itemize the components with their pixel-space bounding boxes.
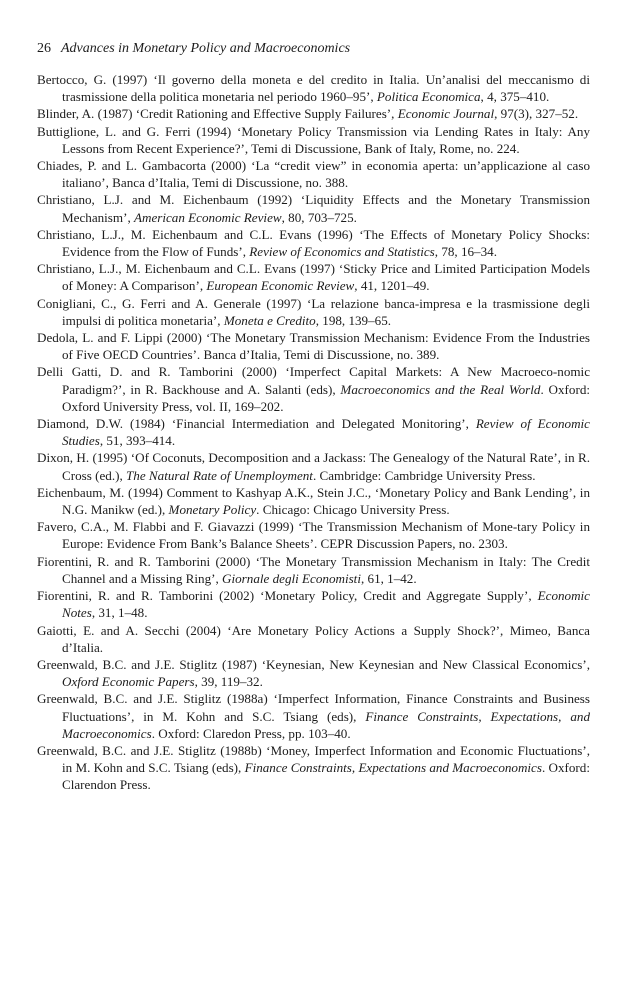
reference-entry — [37, 587, 590, 621]
reference-text: Christiano, L.J., M. Eichenbaum and C.L. Evans (1996) ‘The Effects of Monetary Policy Shocks: Evidence from the Flow of Funds’, — [37, 226, 590, 260]
reference-text: . Chicago: Chicago University Press. — [256, 502, 450, 518]
reference-text: . Oxford: Claredon Press, pp. 103–40. — [151, 725, 351, 741]
reference-text: , 51, 393–414. — [99, 433, 176, 449]
reference-text: , 4, 375–410. — [480, 89, 550, 105]
page-number: 26 — [37, 41, 51, 56]
reference-text: , 31, 1–48. — [91, 605, 148, 621]
reference-entry — [37, 226, 590, 260]
reference-text: , 80, 703–725. — [281, 209, 357, 225]
reference-text: Blinder, A. (1987) ‘Credit Rationing and Effective Supply Failures’, — [37, 106, 398, 122]
running-title: Advances in Monetary Policy and Macroeconomics — [61, 41, 351, 56]
reference-source-title: European Economic Review — [206, 278, 355, 294]
reference-entry — [37, 191, 590, 225]
reference-entry — [37, 449, 590, 483]
reference-text: Christiano, L.J. and M. Eichenbaum (1992) ‘Liquidity Effects and the Monetary Transmission Mechanism’, — [37, 192, 590, 225]
reference-text: Greenwald, B.C. and J.E. Stiglitz (1988a) ‘Imperfect Information, Finance Constraints and Business Fluctuations’, in M. Kohn and S.C. Tsiang (eds), — [37, 691, 590, 724]
reference-source-title: Finance Constraints, Expectations and Macroeconomics — [244, 760, 542, 776]
reference-text: , 41, 1201–49. — [354, 278, 430, 294]
reference-text: Fiorentini, R. and R. Tamborini (2000) ‘The Monetary Transmission Mechanism in Italy: The Credit Channel and a Missing Ring’, — [37, 553, 590, 586]
reference-source-title: Review of Economics and Statistics — [249, 244, 435, 260]
reference-entry — [37, 363, 590, 415]
reference-entry — [37, 518, 590, 552]
reference-text: Gaiotti, E. and A. Secchi (2004) ‘Are Monetary Policy Actions a Supply Shock?’, Mimeo, Banca d’Italia. — [37, 622, 590, 655]
reference-text: Eichenbaum, M. (1994) Comment to Kashyap A.K., Stein J.C., ‘Monetary Policy and Bank Lending’, in N.G. Manikw (ed.), — [37, 484, 590, 518]
reference-text: Fiorentini, R. and R. Tamborini (2002) ‘Monetary Policy, Credit and Aggregate Supply’, — [37, 588, 538, 604]
reference-source-title: Giornale degli Economisti — [222, 570, 361, 586]
reference-source-title: Economic Notes — [62, 588, 590, 621]
reference-entry — [37, 742, 590, 794]
reference-text: , 78, 16–34. — [434, 244, 497, 260]
reference-text: . Oxford: Clarendon Press. — [62, 760, 590, 793]
reference-text: , 198, 139–65. — [315, 312, 392, 328]
reference-text: Bertocco, G. (1997) ‘Il governo della moneta e del credito in Italia. Un’analisi del meccanismo di trasmissione della politica monetaria nel periodo 1960–95’, — [37, 72, 590, 105]
reference-list — [37, 71, 590, 794]
reference-source-title: Politica Economica — [376, 89, 481, 105]
reference-entry — [37, 260, 590, 294]
reference-source-title: Finance Constraints, Expectations, and Macroeconomics — [62, 708, 590, 741]
reference-text: Chiades, P. and L. Gambacorta (2000) ‘La “credit view” in economia aperta: un’applicazione al caso italiano’, Banca d’Italia, Temi di Discussione, no. 388. — [37, 158, 590, 191]
reference-text: Dedola, L. and F. Lippi (2000) ‘The Monetary Transmission Mechanism: Evidence From the Industries of Five OECD Countries’. Banca d’Italia, Temi di Discussione, no. 389. — [37, 330, 590, 363]
reference-entry — [37, 690, 590, 742]
reference-text: , 97(3), 327–52. — [494, 106, 579, 122]
reference-source-title: Moneta e Credito — [223, 312, 316, 328]
reference-entry — [37, 415, 590, 449]
reference-entry — [37, 622, 590, 656]
reference-text: , 61, 1–42. — [360, 570, 417, 586]
reference-text: Buttiglione, L. and G. Ferri (1994) ‘Monetary Policy Transmission via Lending Rates in Italy: Any Lessons from Recent Experience?’, Temi di Discussione, Bank of Italy, Rome, no. 224. — [37, 123, 590, 156]
reference-text: , 39, 119–32. — [194, 674, 263, 690]
reference-source-title: Economic Journal — [397, 106, 495, 122]
reference-entry — [37, 295, 590, 329]
reference-text: Conigliani, C., G. Ferri and A. Generale (1997) ‘La relazione banca-impresa e la trasmissione degli impulsi di politica monetaria’, — [37, 295, 590, 328]
reference-text: Greenwald, B.C. and J.E. Stiglitz (1987) ‘Keynesian, New Keynesian and New Classical Economics’, — [37, 656, 590, 672]
reference-text: Dixon, H. (1995) ‘Of Coconuts, Decomposition and a Jackass: The Genealogy of the Natural Rate’, in R. Cross (ed.), — [37, 450, 590, 483]
reference-entry — [37, 123, 590, 157]
reference-source-title: Macroeconomics and the Real World — [340, 381, 541, 397]
reference-source-title: Review of Economic Studies — [62, 416, 590, 449]
reference-text: Christiano, L.J., M. Eichenbaum and C.L. Evans (1997) ‘Sticky Price and Limited Participation Models of Money: A Comparison’, — [37, 261, 590, 294]
reference-entry — [37, 105, 590, 122]
reference-entry — [37, 71, 590, 105]
reference-text: Greenwald, B.C. and J.E. Stiglitz (1988b) ‘Money, Imperfect Information and Economic Fluctuations’, in M. Kohn and S.C. Tsiang (eds), — [37, 742, 590, 776]
reference-text: Diamond, D.W. (1984) ‘Financial Intermediation and Delegated Monitoring’, — [37, 416, 476, 432]
reference-entry — [37, 553, 590, 587]
reference-text: Delli Gatti, D. and R. Tamborini (2000) ‘Imperfect Capital Markets: A New Macroeco-nomic Paradigm?’, in R. Backhouse and A. Salanti (eds), — [37, 364, 590, 397]
running-header — [37, 40, 590, 58]
reference-source-title: Oxford Economic Papers — [62, 674, 195, 690]
reference-entry — [37, 329, 590, 363]
reference-entry — [37, 484, 590, 518]
reference-source-title: Monetary Policy — [168, 502, 257, 518]
reference-entry — [37, 157, 590, 191]
reference-text: . Cambridge: Cambridge University Press. — [312, 467, 536, 483]
reference-entry — [37, 656, 590, 690]
reference-source-title: The Natural Rate of Unemployment — [126, 467, 313, 483]
reference-source-title: American Economic Review — [134, 209, 282, 225]
reference-text: . Oxford: Oxford University Press, vol. II, 169–202. — [62, 381, 590, 414]
reference-text: Favero, C.A., M. Flabbi and F. Giavazzi (1999) ‘The Transmission Mechanism of Mone-tary Policy in Europe: Evidence From Bank’s Balance Sheets’. CEPR Discussion Papers, no. 2303. — [37, 519, 590, 552]
